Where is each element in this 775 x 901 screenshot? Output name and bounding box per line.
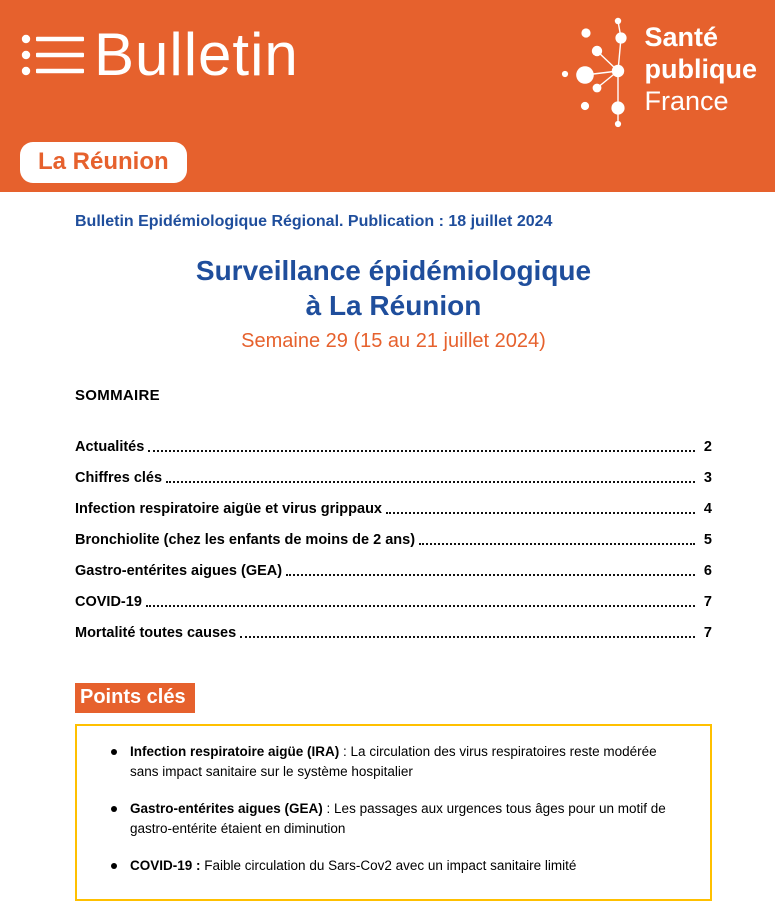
spf-org-line1: Santé <box>644 22 719 52</box>
toc-leader-dots <box>286 574 695 576</box>
toc-item-covid19[interactable] <box>75 579 712 610</box>
toc-item-label: Infection respiratoire aigüe et virus grippaux <box>75 501 382 517</box>
toc-item-bronchiolite[interactable] <box>75 517 712 548</box>
toc-leader-dots <box>419 543 695 545</box>
spf-org-line3: France <box>644 86 729 116</box>
toc-item-label: Mortalité toutes causes <box>75 625 237 641</box>
toc-page-number: 3 <box>703 470 712 486</box>
key-points-heading: Points clés <box>75 683 195 713</box>
toc-page-number: 7 <box>703 594 712 610</box>
key-point-gea <box>87 799 686 839</box>
toc-page-number: 5 <box>703 532 712 548</box>
toc-item-label: Bronchiolite (chez les enfants de moins de 2 ans) <box>75 532 416 548</box>
table-of-contents <box>75 387 712 641</box>
toc-item-chiffres-cles[interactable] <box>75 455 712 486</box>
page-title-line2: à La Réunion <box>305 290 482 321</box>
spf-logo <box>555 6 757 132</box>
key-point-text: : La circulation des virus respiratoires reste modérée sans impact sanitaire sur le système hospitalier <box>130 744 657 779</box>
document-body <box>0 213 775 901</box>
toc-page-number: 4 <box>703 501 712 517</box>
key-point-title: COVID-19 : <box>130 858 201 873</box>
toc-list <box>75 424 712 641</box>
toc-item-label: COVID-19 <box>75 594 142 610</box>
toc-item-gastro-enterites[interactable] <box>75 548 712 579</box>
toc-leader-dots <box>148 450 695 452</box>
key-point-covid <box>87 856 686 876</box>
key-point-title: Infection respiratoire aigüe (IRA) <box>130 744 340 759</box>
toc-item-mortalite[interactable] <box>75 610 712 641</box>
key-points-section <box>75 641 712 901</box>
bulletin-wordmark: Bulletin <box>94 21 299 88</box>
toc-item-label: Chiffres clés <box>75 470 163 486</box>
key-point-ira <box>87 742 686 782</box>
toc-leader-dots <box>146 605 695 607</box>
key-point-title: Gastro-entérites aigues (GEA) <box>130 801 323 816</box>
toc-item-label: Actualités <box>75 439 145 455</box>
page-title-line1: Surveillance épidémiologique <box>195 255 592 286</box>
week-subtitle: Semaine 29 (15 au 21 juillet 2024) <box>241 330 546 352</box>
bulletin-logo <box>20 22 299 88</box>
toc-page-number: 6 <box>703 563 712 579</box>
toc-page-number: 7 <box>703 625 712 641</box>
spf-network-icon <box>555 6 635 132</box>
toc-leader-dots <box>166 481 695 483</box>
publication-line: Bulletin Epidémiologique Régional. Publication : 18 juillet 2024 <box>75 213 553 230</box>
key-points-box <box>75 724 712 901</box>
toc-heading: SOMMAIRE <box>75 387 160 404</box>
toc-item-label: Gastro-entérites aigues (GEA) <box>75 563 283 579</box>
region-badge: La Réunion <box>20 142 187 183</box>
spf-org-name <box>645 21 757 117</box>
key-points-list <box>87 742 686 876</box>
toc-leader-dots <box>240 636 695 638</box>
key-point-text: Faible circulation du Sars-Cov2 avec un impact sanitaire limité <box>200 858 577 873</box>
toc-item-actualites[interactable] <box>75 424 712 455</box>
key-point-text: : Les passages aux urgences tous âges pour un motif de gastro-entérite étaient en diminution <box>130 801 666 836</box>
toc-page-number: 2 <box>703 439 712 455</box>
page-title <box>75 253 712 323</box>
spf-org-line2: publique <box>644 54 757 84</box>
toc-leader-dots <box>386 512 695 514</box>
list-icon <box>20 32 86 78</box>
masthead <box>0 0 775 192</box>
toc-item-infection-respiratoire[interactable] <box>75 486 712 517</box>
